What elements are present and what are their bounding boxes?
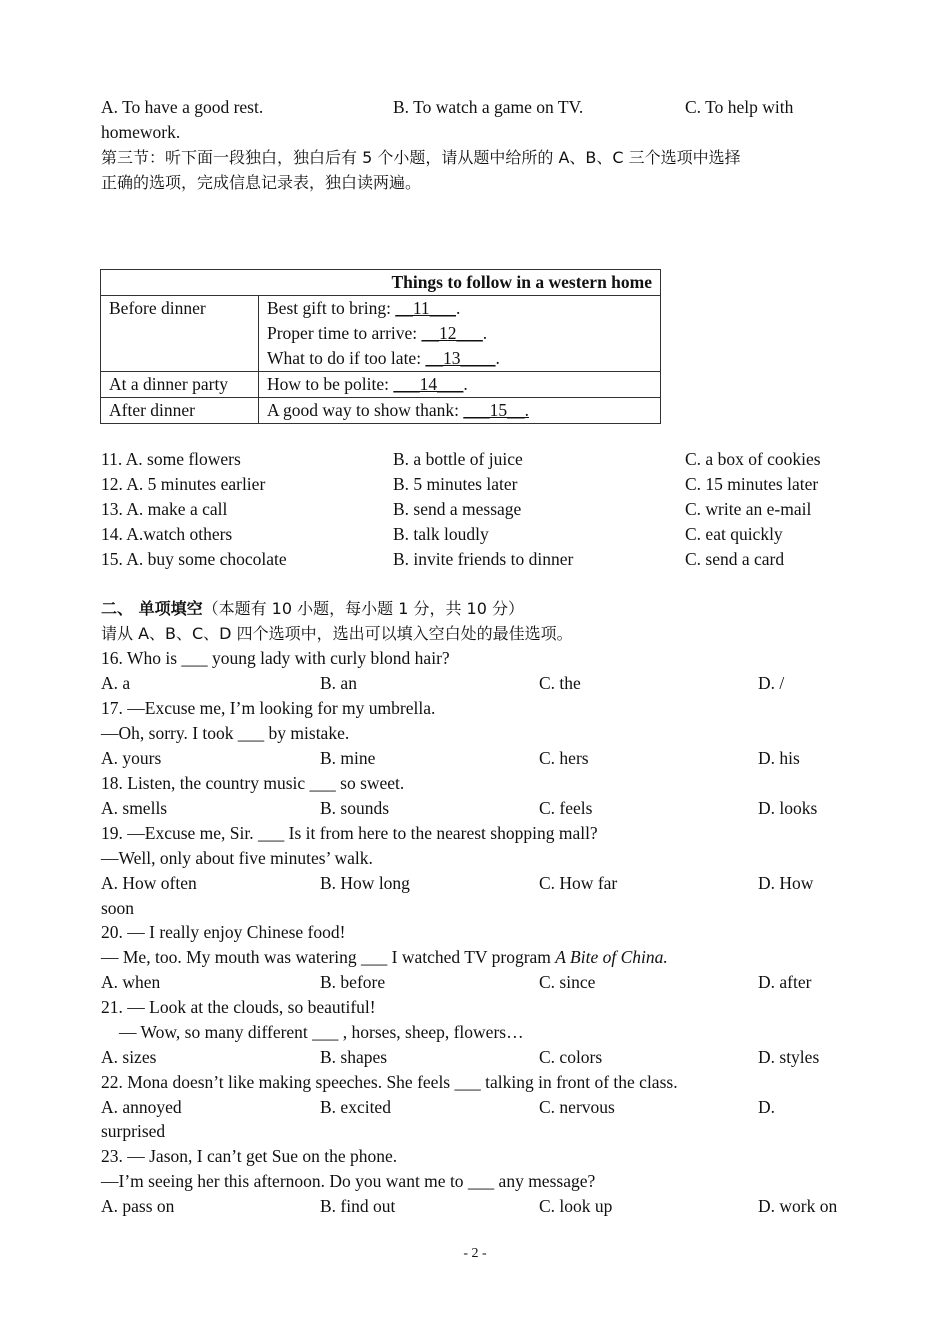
program-title: A Bite of China. (555, 947, 668, 967)
q23-stem-1: 23. — Jason, I can’t get Sue on the phone. (101, 1146, 398, 1166)
q22-wrap: surprised (101, 1121, 166, 1141)
q18-options (101, 796, 861, 821)
q17-stem-2: —Oh, sorry. I took ___ by mistake. (101, 723, 350, 743)
q18-stem: 18. Listen, the country music ___ so sweet. (101, 773, 405, 793)
option-b: B. a bottle of juice (393, 449, 523, 469)
q22-stem: 22. Mona doesn’t like making speeches. She feels ___ talking in front of the class. (101, 1072, 678, 1092)
q20-stem-1: 20. — I really enjoy Chinese food! (101, 922, 346, 942)
row-content: Best gift to bring: __11___. Proper time to arrive: __12___. What to do if too late: __13____. (259, 296, 661, 372)
option-c: C. the (539, 673, 581, 693)
option-a: A. How often (101, 873, 197, 893)
q19-stem-2: —Well, only about five minutes’ walk. (101, 848, 373, 868)
table-title: Things to follow in a western home (101, 270, 661, 296)
section3-instruction-2: 正确的选项，完成信息记录表，独白读两遍。 (101, 173, 422, 192)
listening-q13 (101, 497, 861, 522)
section2-heading (101, 596, 524, 621)
option-d: D. work on (758, 1196, 838, 1216)
option-a: A. yours (101, 748, 162, 768)
option-a: 12. A. 5 minutes earlier (101, 474, 266, 494)
q21-stem-2: — Wow, so many different ___ , horses, sheep, flowers… (119, 1022, 524, 1042)
blank-12: __12___ (421, 323, 483, 343)
option-c: C. write an e-mail (685, 499, 812, 519)
option-d: D. / (758, 673, 785, 693)
q21-options (101, 1045, 861, 1070)
option-b: B. invite friends to dinner (393, 549, 574, 569)
option-d: D. after (758, 972, 812, 992)
q16-options (101, 671, 861, 696)
q17-options (101, 746, 861, 771)
option-b: B. 5 minutes later (393, 474, 518, 494)
option-d: D. looks (758, 798, 818, 818)
option-c: C. a box of cookies (685, 449, 821, 469)
listening-q12 (101, 472, 861, 497)
table-row (101, 372, 661, 398)
q16-stem: 16. Who is ___ young lady with curly blond hair? (101, 648, 450, 668)
option-a: 15. A. buy some chocolate (101, 549, 287, 569)
q20-stem-2: — Me, too. My mouth was watering ___ I watched TV program A Bite of China. (101, 947, 668, 967)
option-b: B. talk loudly (393, 524, 489, 544)
option-c: C. look up (539, 1196, 613, 1216)
option-a: A. sizes (101, 1047, 157, 1067)
option-a: A. a (101, 673, 131, 693)
option-c: C. nervous (539, 1097, 615, 1117)
option-a: 13. A. make a call (101, 499, 228, 519)
listening-q11 (101, 447, 861, 472)
q10-options (101, 95, 861, 120)
option-b: B. How long (320, 873, 410, 893)
option-b: B. before (320, 972, 386, 992)
q21-stem-1: 21. — Look at the clouds, so beautiful! (101, 997, 376, 1017)
option-a: A. when (101, 972, 161, 992)
option-b: B. mine (320, 748, 376, 768)
q10-option-b: B. To watch a game on TV. (393, 97, 584, 117)
option-b: B. sounds (320, 798, 390, 818)
option-b: B. send a message (393, 499, 522, 519)
q23-stem-2: —I’m seeing her this afternoon. Do you want me to ___ any message? (101, 1171, 596, 1191)
q17-stem-1: 17. —Excuse me, I’m looking for my umbrella. (101, 698, 436, 718)
q10-option-c: C. To help with (685, 97, 794, 117)
q10-wrap: homework. (101, 122, 181, 142)
option-d: D. How (758, 873, 814, 893)
q10-option-a: A. To have a good rest. (101, 97, 264, 117)
option-b: B. an (320, 673, 357, 693)
option-a: A. smells (101, 798, 168, 818)
option-c: C. feels (539, 798, 593, 818)
option-a: 11. A. some flowers (101, 449, 241, 469)
option-c: C. send a card (685, 549, 785, 569)
option-b: B. shapes (320, 1047, 388, 1067)
row-content: A good way to show thank: ___15__. (259, 398, 661, 424)
option-b: B. excited (320, 1097, 391, 1117)
option-a: A. annoyed (101, 1097, 182, 1117)
option-c: C. How far (539, 873, 618, 893)
blank-14: ___14___ (393, 374, 464, 394)
option-c: C. hers (539, 748, 589, 768)
listening-q14 (101, 522, 861, 547)
section2-title: 二、 单项填空 (101, 599, 203, 618)
option-c: C. 15 minutes later (685, 474, 819, 494)
listening-q15 (101, 547, 861, 572)
q20-options (101, 970, 861, 995)
page-number: - 2 - (463, 1246, 487, 1261)
option-c: C. since (539, 972, 596, 992)
section2-note: （本题有 10 小题，每小题 1 分，共 10 分） (202, 599, 524, 618)
row-content: How to be polite: ___14___. (259, 372, 661, 398)
option-a: A. pass on (101, 1196, 175, 1216)
q22-options (101, 1095, 861, 1120)
option-d: D. his (758, 748, 800, 768)
q19-stem-1: 19. —Excuse me, Sir. ___ Is it from here to the nearest shopping mall? (101, 823, 598, 843)
blank-13: __13____ (425, 348, 496, 368)
section2-instruction: 请从 A、B、C、D 四个选项中，选出可以填入空白处的最佳选项。 (101, 624, 573, 643)
q23-options (101, 1194, 861, 1219)
row-label: After dinner (101, 398, 259, 424)
info-record-table (100, 269, 661, 424)
blank-15: ___15__. (463, 400, 530, 420)
q19-wrap: soon (101, 898, 135, 918)
row-label: Before dinner (101, 296, 259, 372)
section3-instruction-1: 第三节：听下面一段独白，独白后有 5 个小题，请从题中给所的 A、B、C 三个选项中选择 (101, 148, 741, 167)
row-label: At a dinner party (101, 372, 259, 398)
option-d: D. (758, 1097, 776, 1117)
table-row (101, 398, 661, 424)
option-c: C. colors (539, 1047, 603, 1067)
option-a: 14. A.watch others (101, 524, 233, 544)
blank-11: __11___ (395, 298, 456, 318)
option-c: C. eat quickly (685, 524, 783, 544)
q19-options (101, 871, 861, 896)
option-b: B. find out (320, 1196, 396, 1216)
table-row (101, 296, 661, 372)
option-d: D. styles (758, 1047, 820, 1067)
